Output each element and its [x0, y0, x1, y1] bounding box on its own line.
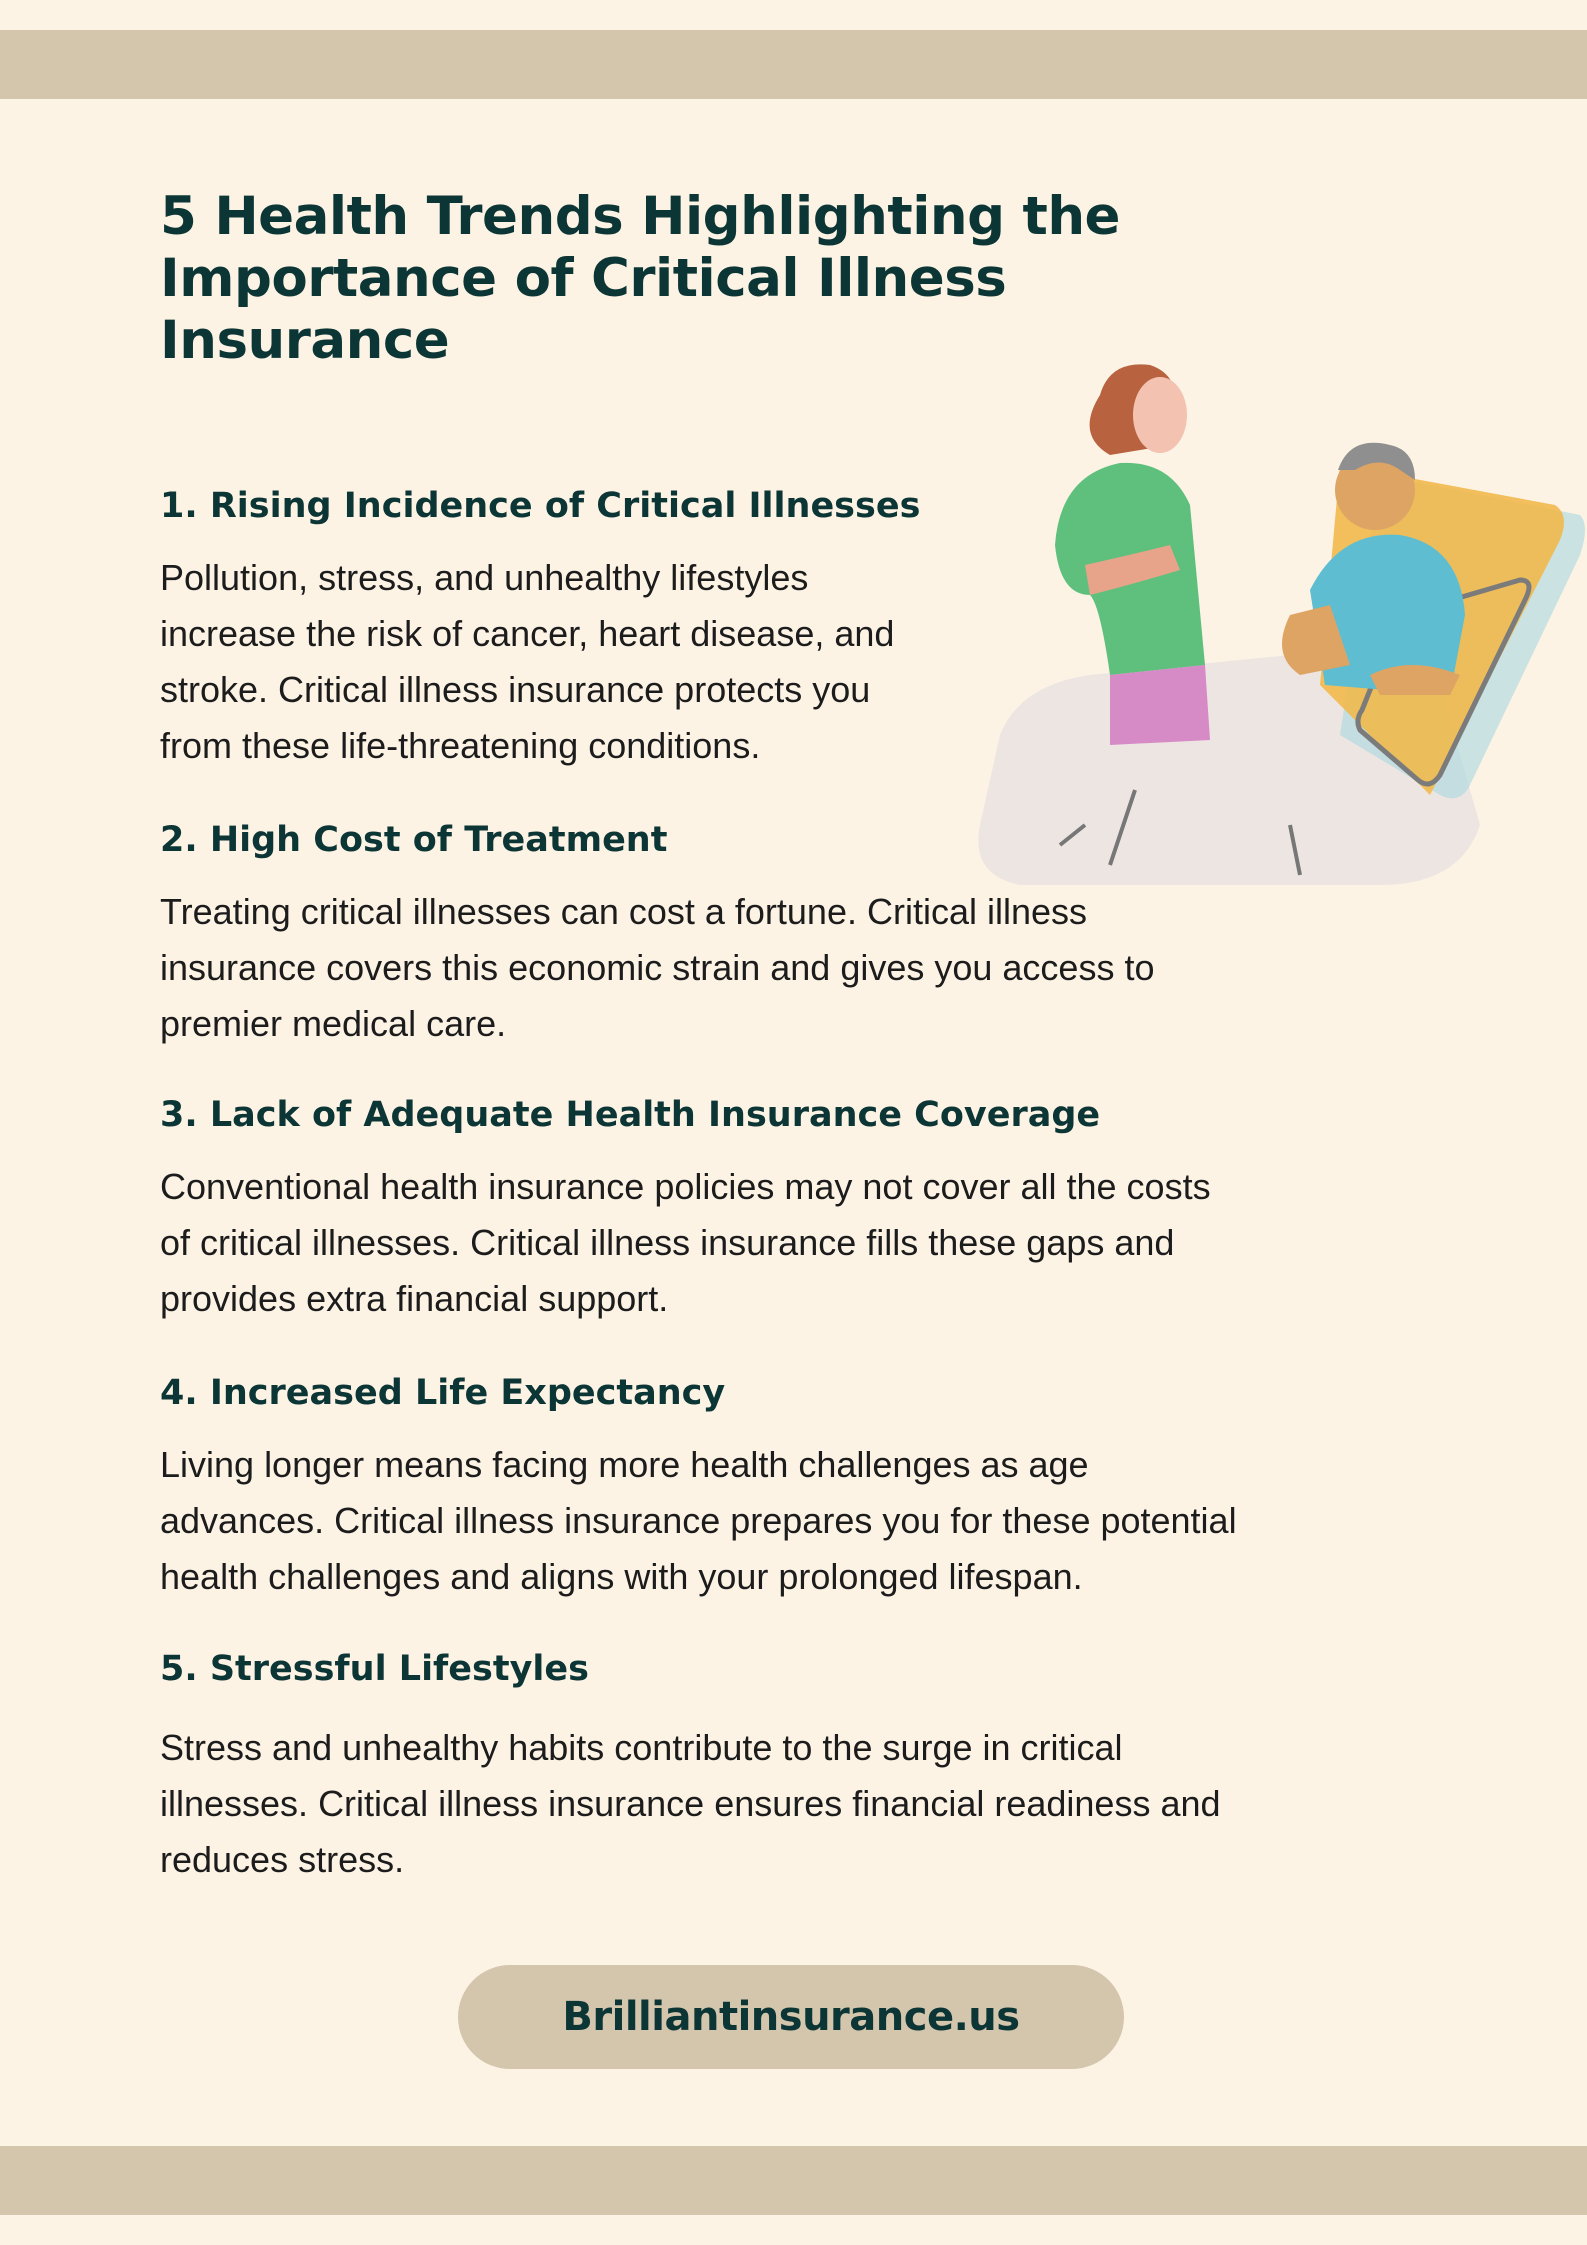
website-link-label: Brilliantinsurance.us: [562, 1994, 1020, 2040]
text-line: health challenges and aligns with your prolonged lifespan.: [160, 1556, 1083, 1597]
text-line: Conventional health insurance policies may not cover all the costs: [160, 1166, 1211, 1207]
text-line: from these life-threatening conditions.: [160, 725, 761, 766]
section-4-heading: 4. Increased Life Expectancy: [160, 1373, 726, 1413]
text-line: of critical illnesses. Critical illness insurance fills these gaps and: [160, 1222, 1175, 1263]
page-title: [160, 186, 1120, 372]
nurse-patient-illustration: [960, 355, 1587, 900]
top-band: [0, 30, 1587, 99]
text-line: stroke. Critical illness insurance protects you: [160, 669, 871, 710]
section-2-text: [160, 884, 1154, 1052]
text-line: provides extra financial support.: [160, 1278, 669, 1319]
section-1-text: [160, 550, 894, 774]
text-line: advances. Critical illness insurance prepares you for these potential: [160, 1500, 1237, 1541]
section-4-text: [160, 1437, 1237, 1605]
bottom-band: [0, 2146, 1587, 2215]
section-2-heading: 2. High Cost of Treatment: [160, 820, 668, 860]
title-line: 5 Health Trends Highlighting the: [160, 186, 1120, 247]
website-link-button[interactable]: [458, 1965, 1124, 2069]
section-5-text: [160, 1720, 1221, 1888]
text-line: insurance covers this economic strain and gives you access to: [160, 947, 1155, 988]
section-3-text: [160, 1159, 1211, 1327]
text-line: Treating critical illnesses can cost a fortune. Critical illness: [160, 891, 1088, 932]
text-line: reduces stress.: [160, 1839, 405, 1880]
title-line: Insurance: [160, 310, 450, 371]
text-line: Stress and unhealthy habits contribute to the surge in critical: [160, 1727, 1123, 1768]
text-line: Pollution, stress, and unhealthy lifestyles: [160, 557, 809, 598]
text-line: premier medical care.: [160, 1003, 507, 1044]
section-5-heading: 5. Stressful Lifestyles: [160, 1649, 589, 1689]
text-line: Living longer means facing more health challenges as age: [160, 1444, 1089, 1485]
text-line: illnesses. Critical illness insurance ensures financial readiness and: [160, 1783, 1221, 1824]
section-1-heading: 1. Rising Incidence of Critical Illnesses: [160, 486, 921, 526]
title-line: Importance of Critical Illness: [160, 248, 1007, 309]
text-line: increase the risk of cancer, heart disease, and: [160, 613, 895, 654]
section-3-heading: 3. Lack of Adequate Health Insurance Coverage: [160, 1095, 1101, 1135]
